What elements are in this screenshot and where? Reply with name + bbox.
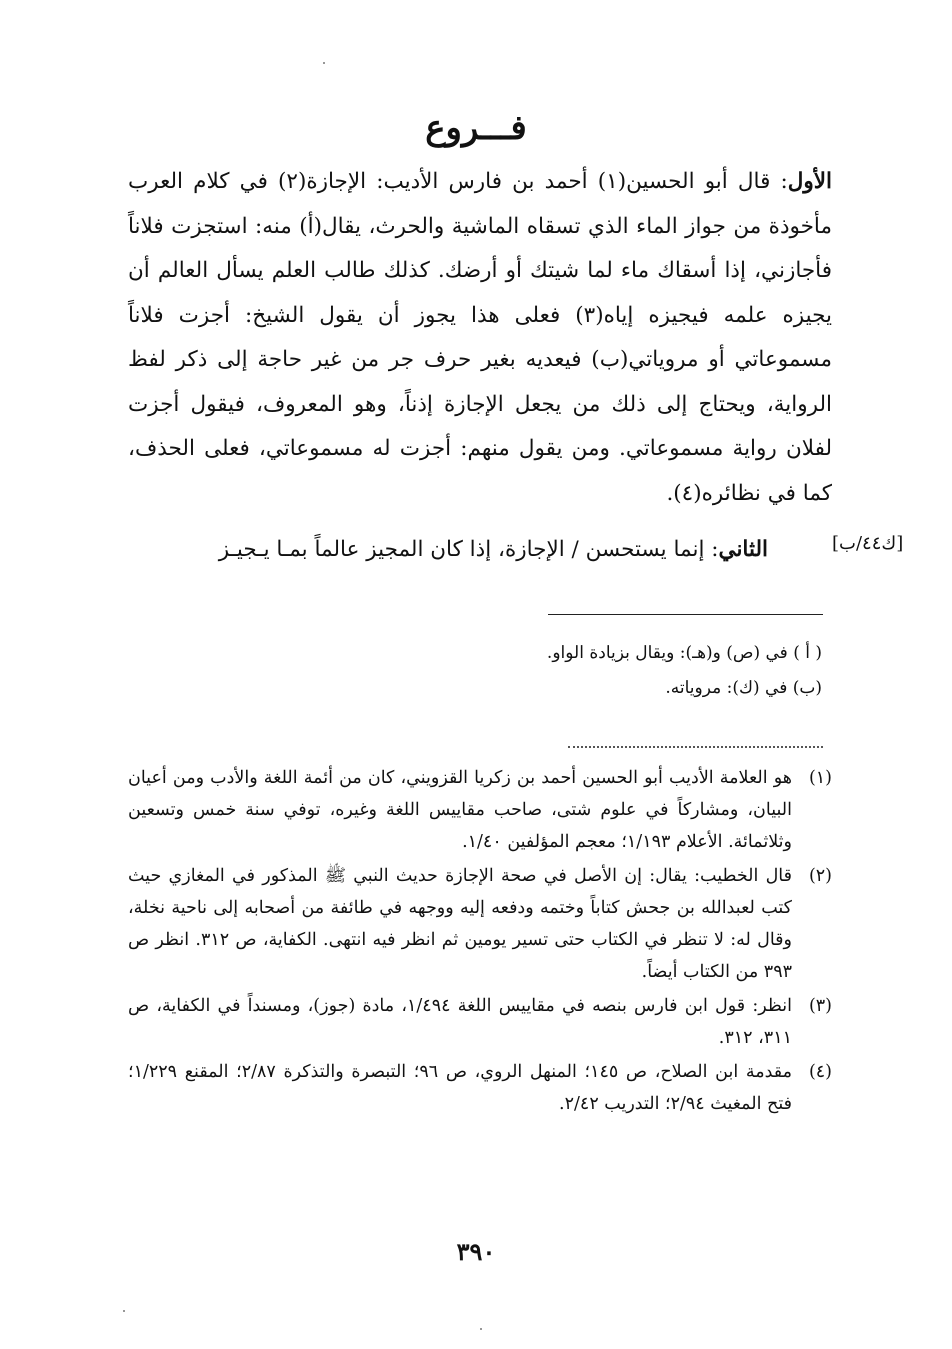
footnote-text: مقدمة ابن الصلاح، ص ١٤٥؛ المنهل الروي، ص ٩٦؛ التبصرة والتذكرة ٢/٨٧؛ المقنع ١/٢٢٩؛ فتح المغيث ٢/٩٤؛ التدريب ٢/٤٢.: [128, 1062, 793, 1114]
footnote-number: (١): [808, 768, 832, 788]
variant-note: (ب) في (ك): مروياته.: [665, 678, 822, 698]
manuscript-folio-reference: [ك٤٤/ب]: [832, 533, 904, 554]
footnote-text: قال الخطيب: يقال: إن الأصل في صحة الإجازة حديث النبي ﷺ المذكور في المغازي حيث كتب لعبدالله بن جحش كتاباً وختمه ودفعه إليه ووجهه في طائفة من أصحابه إلى ناحية نخلة، وقال له: لا تنظر في الكتاب حتى تسير يومين ثم انظر فيه انتهى. الكفاية، ص ٣١٢. انظر ص ٣٩٣ من الكتاب أيضاً.: [128, 866, 792, 982]
paragraph-text: : قال أبو الحسين(١) أحمد بن فارس الأديب: الإجازة(٢) في كلام العرب مأخوذة من جواز الماء الذي تسقاه الماشية والحرث، يقال(أ) منه: استجزت فلاناً فأجازني، إذا أسقاك ماء لما شيتك أو أرضك. كذلك طالب العلم يسأل العالم أن يجيزه علمه فيجيزه إياه(٣) فعلى هذا يجوز أن يقول الشيخ: أجزت فلاناً مسموعاتي أو مروياتي(ب) فيعديه بغير حرف جر من غير حاجة إلى ذكر لفظ الرواية، ويحتاج إلى ذلك من يجعل الإجازة إذناً، وهو المعروف، فيقول أجزت لفلان رواية مسموعاتي. ومن يقول منهم: أجزت له مسموعاتي، فعلى الحذف، كما في نظائره(٤).: [128, 169, 832, 506]
scan-speck: [123, 1310, 125, 1312]
second-paragraph: [128, 528, 768, 572]
footnote-text: هو العلامة الأديب أبو الحسين أحمد بن زكريا القزويني، كان من أئمة اللغة والأدب ومن أعيان البيان، ومشاركاً في علوم شتى، صاحب مقاييس اللغة وغيره، توفي سنة خمس وتسعين وثلاثمائة. الأعلام ١/١٩٣؛ معجم المؤلفين ١/٤٠.: [128, 768, 792, 852]
variant-note: ( أ ) في (ص) و(هـ): ويقال بزيادة الواو.: [546, 643, 822, 663]
footnote: [128, 990, 832, 1054]
paragraph-lead-word: الأول: [787, 169, 832, 194]
scan-speck: [323, 62, 325, 64]
section-heading: فـــروع: [425, 108, 527, 148]
page-number: ٣٩٠: [456, 1237, 496, 1266]
variant-notes: [150, 636, 822, 706]
variant-notes-separator: [548, 614, 823, 615]
footnote: [128, 762, 832, 858]
scan-speck: [480, 1328, 482, 1330]
footnote-number: (٣): [808, 996, 832, 1016]
footnote: [128, 1056, 832, 1120]
paragraph-lead-word: الثاني: [718, 537, 768, 562]
footnotes-separator: [568, 746, 823, 748]
footnote: [128, 860, 832, 988]
footnotes: [128, 762, 832, 1122]
paragraph-text: : إنما يستحسن / الإجازة، إذا كان المجيز عالماً بمـا يـجيـز: [218, 537, 719, 562]
footnote-text: انظر: قول ابن فارس بنصه في مقاييس اللغة ١/٤٩٤، مادة (جوز)، ومسنداً في الكفاية، ص ٣١١، ٣١٢.: [128, 996, 792, 1048]
main-paragraph: [128, 160, 832, 516]
footnote-number: (٢): [808, 866, 832, 886]
footnote-number: (٤): [808, 1062, 832, 1082]
